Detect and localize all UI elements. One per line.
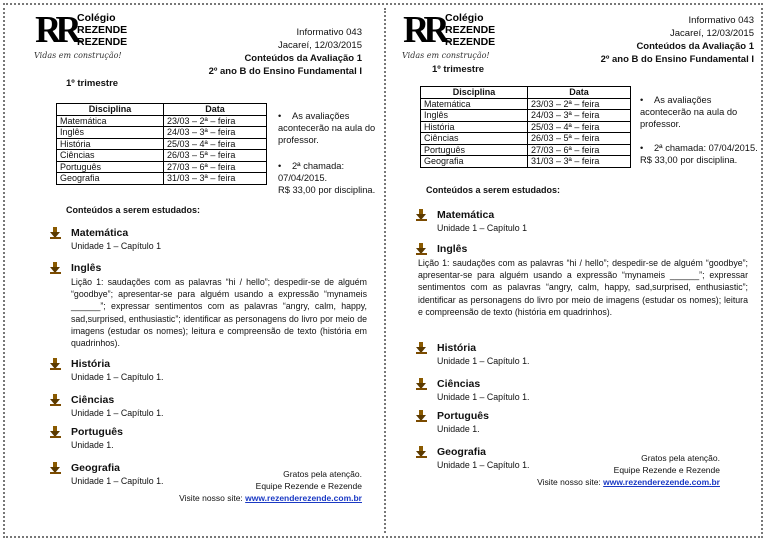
team-text: Equipe Rezende e Rezende (613, 465, 720, 475)
document-header (209, 26, 362, 78)
thanks-text: Gratos pela atenção. (283, 469, 362, 479)
doc-title: Informativo 043 (688, 15, 754, 26)
document-header (601, 14, 754, 66)
table-row: Ciências 26/03 – 5ª – feira (421, 133, 631, 145)
download-arrow-icon (50, 426, 61, 437)
table-row: Matemática 23/03 – 2ª – feira (57, 115, 267, 127)
table-row: Geografia 31/03 – 3ª – feira (57, 173, 267, 185)
place-date: Jacareí, 12/03/2015 (670, 28, 754, 39)
bullet-icon: • (640, 143, 644, 153)
school-logo (402, 10, 506, 68)
download-arrow-icon (50, 462, 61, 473)
doc-subject: Conteúdos da Avaliação 1 (636, 41, 754, 52)
site-link[interactable]: www.rezenderezende.com.br (245, 493, 362, 503)
site-link[interactable]: www.rezenderezende.com.br (603, 477, 720, 487)
school-tagline: Vidas em construção! (402, 51, 490, 60)
table-row: História 25/03 – 4ª – feira (421, 121, 631, 133)
schedule-table (56, 103, 267, 185)
table-row: Inglês 24/03 – 3ª – feira (421, 110, 631, 122)
note-2: • 2ª chamada: 07/04/2015. (278, 161, 345, 183)
col-header: Data (528, 87, 631, 99)
note-1: • As avaliações acontecerão na aula do professor. (640, 95, 738, 129)
table-row: Geografia 31/03 – 3ª – feira (421, 156, 631, 168)
logo-mark: RR (403, 9, 444, 51)
contents-heading: Conteúdos a serem estudados: (66, 205, 201, 215)
school-name: Colégio REZENDE REZENDE (77, 12, 128, 48)
contents-heading: Conteúdos a serem estudados: (426, 185, 561, 195)
site-line: Visite nosso site: www.rezenderezende.com.br (537, 477, 720, 487)
col-header: Disciplina (57, 104, 164, 116)
download-arrow-icon (50, 262, 61, 273)
footer (537, 452, 720, 488)
grade: 2º ano B do Ensino Fundamental I (208, 66, 362, 77)
place-date: Jacareí, 12/03/2015 (278, 40, 362, 51)
notes (278, 110, 382, 196)
notes (640, 94, 760, 166)
logo-mark: RR (35, 9, 76, 51)
site-line: Visite nosso site: www.rezenderezende.com.br (179, 493, 362, 503)
download-arrow-icon (416, 446, 427, 457)
bullet-icon: • (278, 161, 282, 171)
download-arrow-icon (50, 394, 61, 405)
thanks-text: Gratos pela atenção. (641, 453, 720, 463)
note-2: • 2ª chamada: 07/04/2015. (640, 143, 758, 153)
download-arrow-icon (416, 342, 427, 353)
table-row: Português 27/03 – 6ª – feira (421, 144, 631, 156)
schedule-table (420, 86, 631, 168)
download-arrow-icon (416, 410, 427, 421)
doc-subject: Conteúdos da Avaliação 1 (244, 53, 362, 64)
download-arrow-icon (416, 209, 427, 220)
grade: 2º ano B do Ensino Fundamental I (600, 54, 754, 65)
right-copy: RR Colégio REZENDE REZENDE Vidas em construção! Informativo 043 Jacareí, 12/03/2015 Conteúdos da Avaliação 1 2º ano B do Ensino Fundamental I 1º trimestre Disciplina Data Matemática 23/03 – 2ª – feira Inglês 24/03 – 3ª – feira História 25/03 – 4ª – feira Ciências 26/03 – 5ª – feira Português 27/03 – 6ª – feira Geografia 31/03 – 3ª – feira • As avaliações acontecerão na aula do professor. • 2ª chamada: 07/04/2015. R$ 33,00 por disciplina. Conteúdos a serem estudados: Matemática Unidade 1 – Capítulo 1 Inglês Lição 1: saudações com as palavras “hi / hello”; despedir-se de alguém “goodbye”; apresentar-se para alguém usando a expressão “mynameis ______”; expressar sentimentos com as palavras “angry, calm, happy, sad,surprised, enthusiastic”; identificar as personagens do livro por meio de imagens (estudar os nomes); leitura e compreensão de texto (história em quadrinhos). História Unidade 1 – Capítulo 1. Ciências Unidade 1 – Capítulo 1. Português Unidade 1. Geografia Unidade 1 – Capítulo 1. Gratos pela atenção. Equipe Rezende e Rezende Visite nosso site: www.rezenderezende.com.br (392, 6, 760, 536)
table-row: História 25/03 – 4ª – feira (57, 138, 267, 150)
footer (179, 468, 362, 504)
col-header: Disciplina (421, 87, 528, 99)
fold-line (384, 8, 386, 533)
note-1: • As avaliações acontecerão na aula do professor. (278, 111, 376, 145)
table-row: Português 27/03 – 6ª – feira (57, 161, 267, 173)
school-tagline: Vidas em construção! (34, 51, 122, 60)
col-header: Data (164, 104, 267, 116)
download-arrow-icon (416, 378, 427, 389)
table-row: Ciências 26/03 – 5ª – feira (57, 150, 267, 162)
school-name: Colégio REZENDE REZENDE (445, 12, 496, 48)
doc-title: Informativo 043 (296, 27, 362, 38)
team-text: Equipe Rezende e Rezende (255, 481, 362, 491)
table-row: Matemática 23/03 – 2ª – feira (421, 98, 631, 110)
download-arrow-icon (416, 243, 427, 254)
note-2-price: R$ 33,00 por disciplina. (640, 155, 738, 165)
term-label: 1º trimestre (66, 78, 119, 89)
download-arrow-icon (50, 227, 61, 238)
school-logo (34, 10, 138, 68)
left-copy: RR Colégio REZENDE REZENDE Vidas em construção! Informativo 043 Jacareí, 12/03/2015 Conteúdos da Avaliação 1 2º ano B do Ensino Fundamental I 1º trimestre Disciplina Data Matemática 23/03 – 2ª – feira Inglês 24/03 – 3ª – feira História 25/03 – 4ª – feira Ciências 26/03 – 5ª – feira Português 27/03 – 6ª – feira Geografia 31/03 – 3ª – feira • As avaliações acontecerão na aula do professor. • 2ª chamada: 07/04/2015. R$ 33,00 por disciplina. Conteúdos a serem estudados: Matemática Unidade 1 – Capítulo 1 Inglês Lição 1: saudações com as palavras “hi / hello”; despedir-se de alguém “goodbye”; apresentar-se para alguém usando a expressão “mynameis ______”; expressar sentimentos com as palavras “angry, calm, happy, sad,surprised, enthusiastic”; identificar as personagens do livro por meio de imagens (estudar os nomes); leitura e compreensão de texto (história em quadrinhos). História Unidade 1 – Capítulo 1. Ciências Unidade 1 – Capítulo 1. Português Unidade 1. Geografia Unidade 1 – Capítulo 1. Gratos pela atenção. Equipe Rezende e Rezende Visite nosso site: www.rezenderezende.com.br (8, 6, 376, 536)
bullet-icon: • (640, 95, 644, 105)
bullet-icon: • (278, 111, 282, 121)
download-arrow-icon (50, 358, 61, 369)
note-2-price: R$ 33,00 por disciplina. (278, 185, 376, 195)
term-label: 1º trimestre (432, 64, 485, 75)
table-row: Inglês 24/03 – 3ª – feira (57, 127, 267, 139)
